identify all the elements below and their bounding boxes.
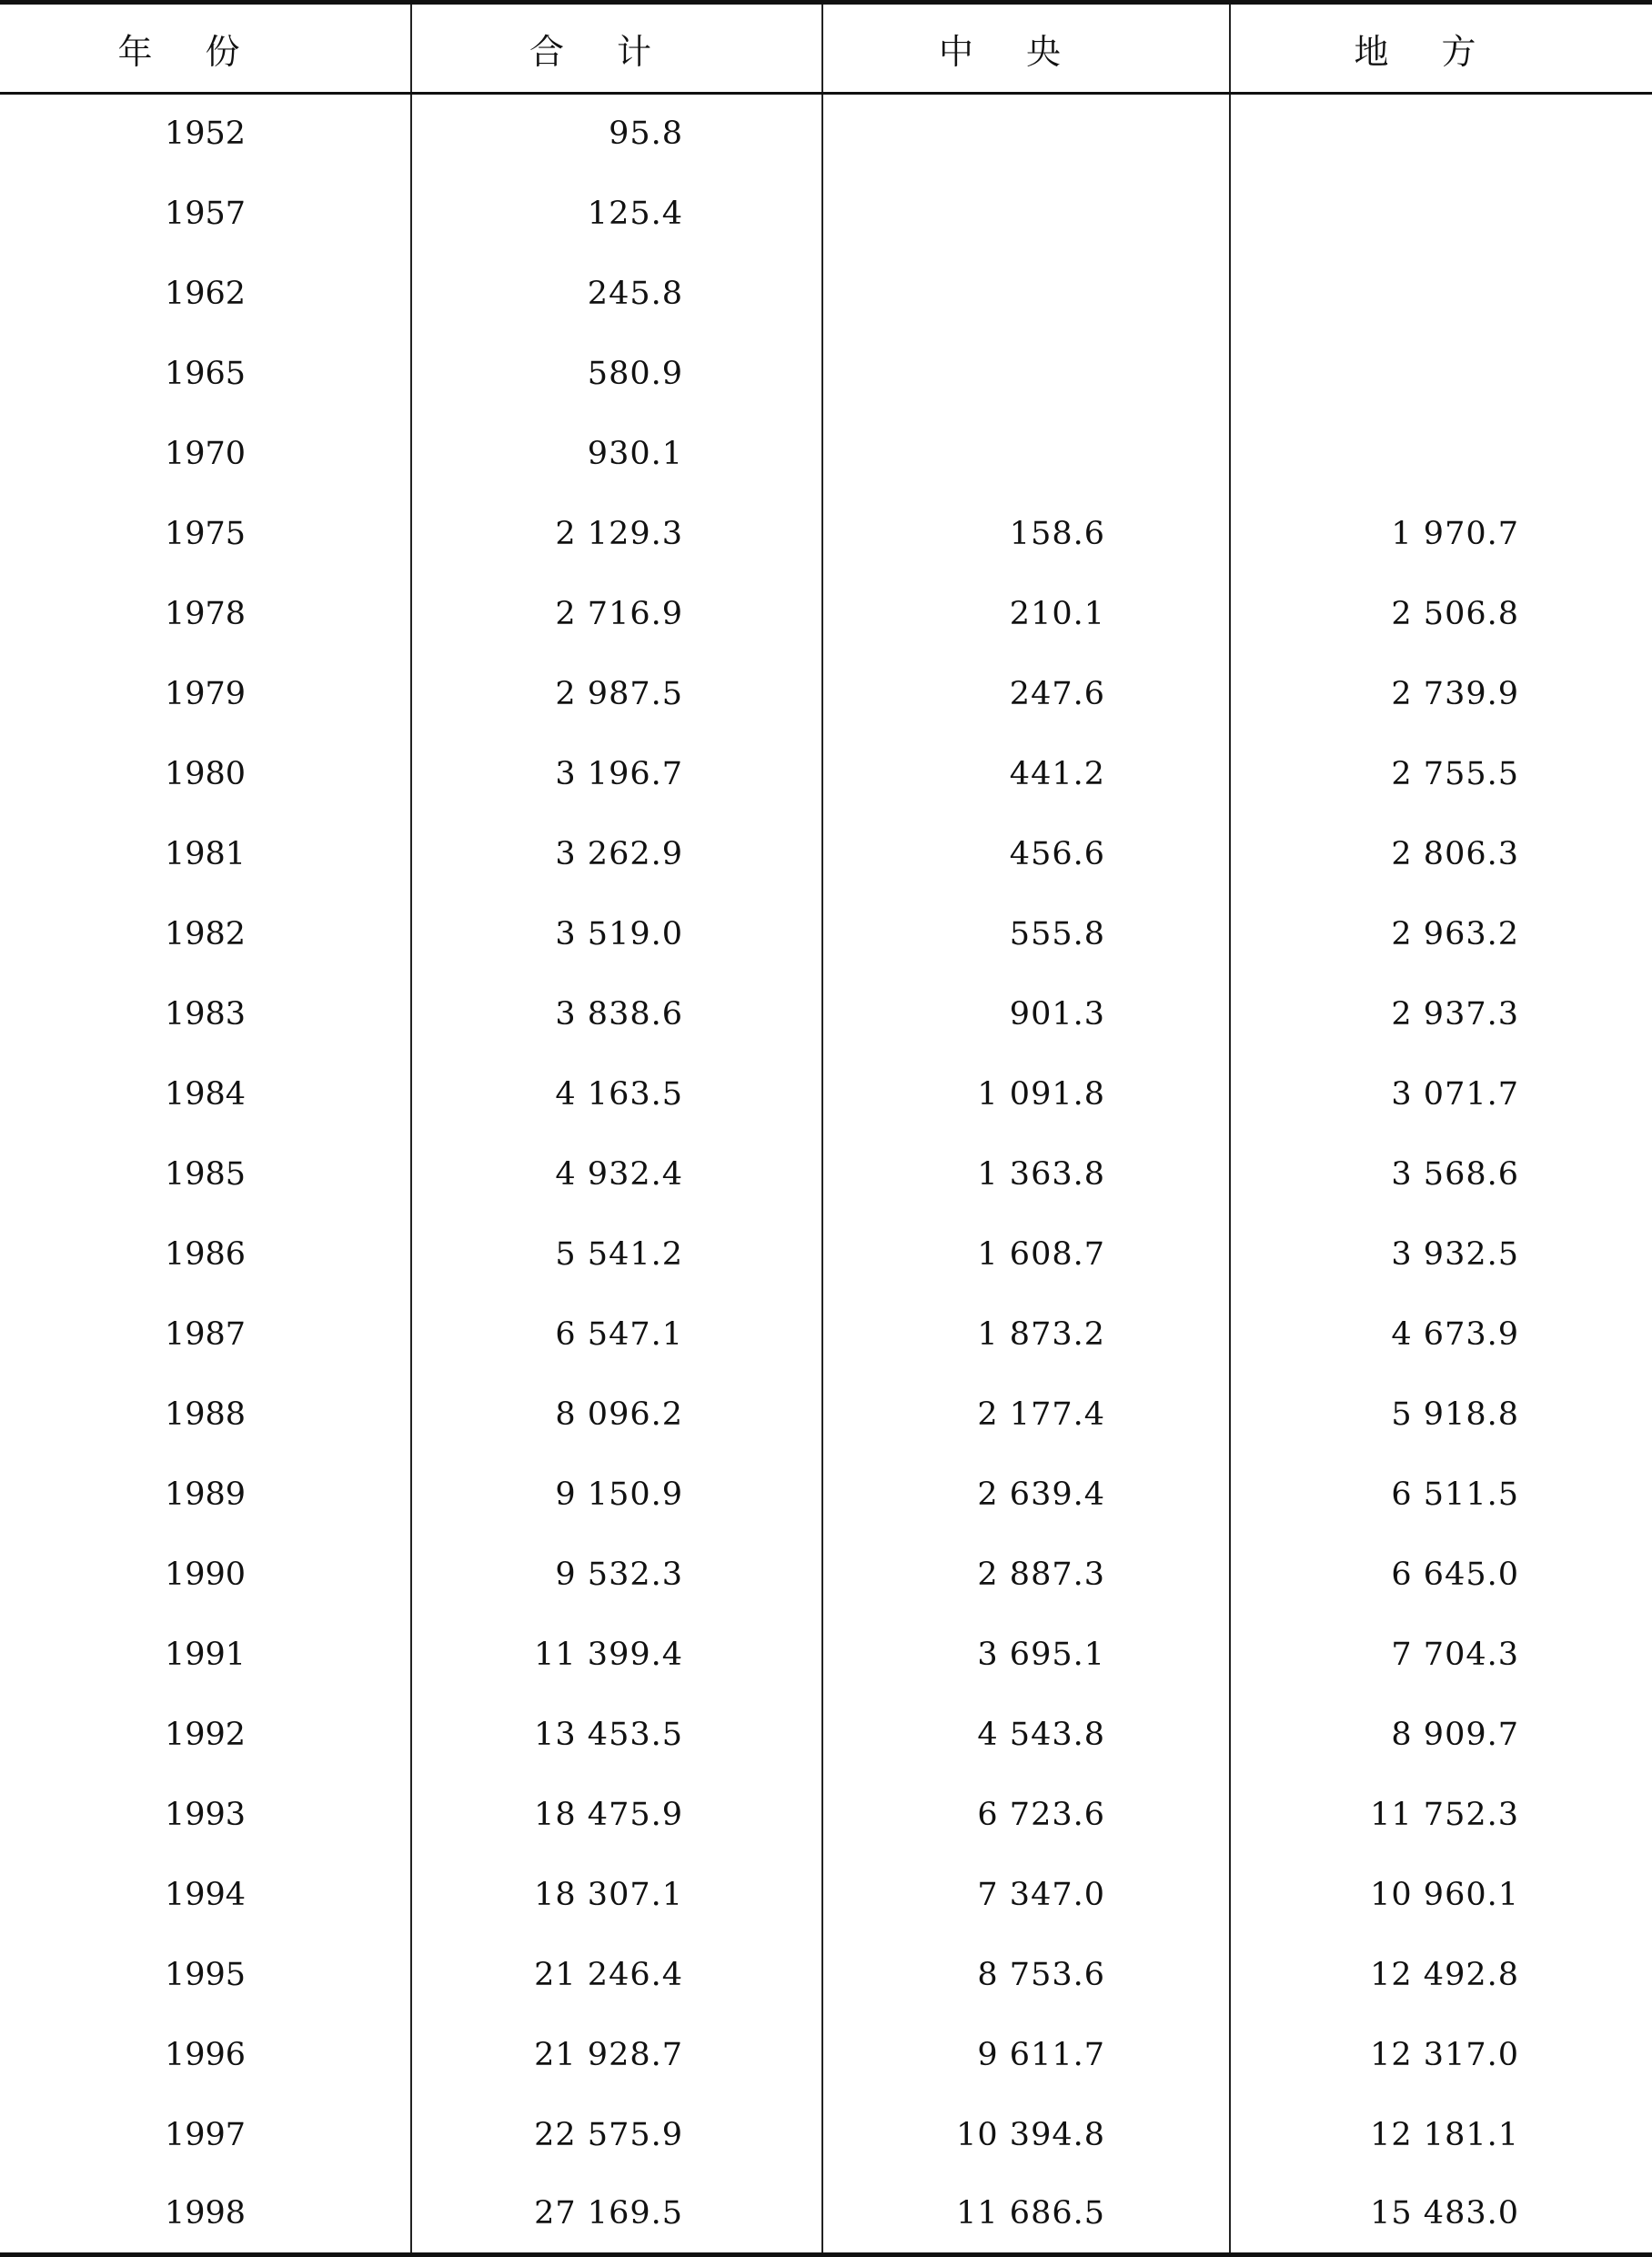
- cell-year: 1979: [164, 675, 247, 712]
- cell-central: 3 695.1: [822, 1615, 1230, 1695]
- cell-central: 441.2: [822, 734, 1230, 814]
- cell-total: 245.8: [411, 254, 822, 334]
- cell-total: 13 453.5: [411, 1695, 822, 1775]
- cell-local: 15 483.0: [1230, 2175, 1652, 2255]
- cell-year: 1992: [164, 1716, 247, 1753]
- table-row: [0, 1455, 1652, 1535]
- cell-central: 10 394.8: [822, 2095, 1230, 2175]
- cell-total: 6 547.1: [411, 1295, 822, 1375]
- cell-total: 18 475.9: [411, 1775, 822, 1855]
- cell-total: 3 519.0: [411, 894, 822, 974]
- cell-central: 158.6: [822, 494, 1230, 574]
- cell-total: 21 928.7: [411, 2015, 822, 2095]
- table-row: [0, 1935, 1652, 2015]
- cell-central: 8 753.6: [822, 1935, 1230, 2015]
- cell-local: 2 506.8: [1230, 574, 1652, 654]
- table-row: [0, 894, 1652, 974]
- cell-year: 1997: [164, 2116, 247, 2153]
- cell-year: 1996: [164, 2036, 247, 2073]
- table-row: [0, 734, 1652, 814]
- cell-local: [1230, 94, 1652, 174]
- table-row: [0, 974, 1652, 1054]
- cell-total: 8 096.2: [411, 1375, 822, 1455]
- cell-central: 1 608.7: [822, 1214, 1230, 1295]
- cell-local: 12 181.1: [1230, 2095, 1652, 2175]
- cell-year: 1993: [164, 1796, 247, 1833]
- cell-central: 7 347.0: [822, 1855, 1230, 1935]
- cell-central: 210.1: [822, 574, 1230, 654]
- cell-local: [1230, 334, 1652, 414]
- cell-local: 5 918.8: [1230, 1375, 1652, 1455]
- cell-local: [1230, 254, 1652, 334]
- header-row: [0, 3, 1652, 94]
- table-row: [0, 1375, 1652, 1455]
- cell-year: 1980: [164, 755, 247, 792]
- cell-central: 6 723.6: [822, 1775, 1230, 1855]
- cell-local: 4 673.9: [1230, 1295, 1652, 1375]
- cell-local: 6 645.0: [1230, 1535, 1652, 1615]
- cell-year: 1984: [164, 1075, 247, 1113]
- table-row: [0, 174, 1652, 254]
- cell-year: 1987: [164, 1315, 247, 1353]
- cell-year: 1982: [164, 915, 247, 952]
- cell-total: 18 307.1: [411, 1855, 822, 1935]
- cell-local: [1230, 174, 1652, 254]
- table-row: [0, 654, 1652, 734]
- cell-local: 3 071.7: [1230, 1054, 1652, 1134]
- cell-total: 9 532.3: [411, 1535, 822, 1615]
- cell-year: 1995: [164, 1956, 247, 1993]
- table-row: [0, 2095, 1652, 2175]
- table-row: [0, 1615, 1652, 1695]
- cell-local: 2 806.3: [1230, 814, 1652, 894]
- cell-central: [822, 334, 1230, 414]
- cell-central: [822, 174, 1230, 254]
- header-year: 年份: [0, 3, 411, 94]
- cell-central: 2 639.4: [822, 1455, 1230, 1535]
- cell-year: 1957: [164, 195, 247, 232]
- cell-local: 1 970.7: [1230, 494, 1652, 574]
- cell-year: 1994: [164, 1876, 247, 1913]
- cell-year: 1990: [164, 1556, 247, 1593]
- cell-central: 901.3: [822, 974, 1230, 1054]
- cell-local: 12 492.8: [1230, 1935, 1652, 2015]
- cell-total: 3 262.9: [411, 814, 822, 894]
- cell-local: [1230, 414, 1652, 494]
- cell-year: 1986: [164, 1235, 247, 1273]
- cell-central: 1 873.2: [822, 1295, 1230, 1375]
- cell-central: 1 091.8: [822, 1054, 1230, 1134]
- cell-local: 8 909.7: [1230, 1695, 1652, 1775]
- cell-central: [822, 254, 1230, 334]
- cell-local: 11 752.3: [1230, 1775, 1652, 1855]
- cell-central: 4 543.8: [822, 1695, 1230, 1775]
- cell-total: 22 575.9: [411, 2095, 822, 2175]
- cell-year: 1989: [164, 1476, 247, 1513]
- cell-year: 1985: [164, 1155, 247, 1193]
- header-local: 地方: [1230, 3, 1652, 94]
- table-row: [0, 1775, 1652, 1855]
- cell-year: 1981: [164, 835, 247, 872]
- header-total: 合计: [411, 3, 822, 94]
- table-header: [0, 3, 1652, 94]
- cell-total: 4 932.4: [411, 1134, 822, 1214]
- cell-total: 95.8: [411, 94, 822, 174]
- table-row: [0, 814, 1652, 894]
- cell-year: 1962: [164, 275, 247, 312]
- cell-local: 6 511.5: [1230, 1455, 1652, 1535]
- cell-total: 125.4: [411, 174, 822, 254]
- cell-local: 10 960.1: [1230, 1855, 1652, 1935]
- cell-local: 3 932.5: [1230, 1214, 1652, 1295]
- cell-year: 1975: [164, 515, 247, 552]
- cell-year: 1952: [164, 116, 247, 153]
- table-row: [0, 334, 1652, 414]
- cell-local: 3 568.6: [1230, 1134, 1652, 1214]
- table-row: [0, 254, 1652, 334]
- cell-central: 2 887.3: [822, 1535, 1230, 1615]
- table-row: [0, 494, 1652, 574]
- table-row: [0, 94, 1652, 174]
- table-row: [0, 2015, 1652, 2095]
- cell-year: 1991: [164, 1636, 247, 1673]
- cell-local: 2 739.9: [1230, 654, 1652, 734]
- cell-central: 9 611.7: [822, 2015, 1230, 2095]
- cell-central: 555.8: [822, 894, 1230, 974]
- cell-central: 11 686.5: [822, 2175, 1230, 2255]
- cell-year: 1988: [164, 1396, 247, 1433]
- cell-total: 4 163.5: [411, 1054, 822, 1134]
- cell-total: 3 196.7: [411, 734, 822, 814]
- cell-year: 1983: [164, 995, 247, 1033]
- cell-central: [822, 414, 1230, 494]
- table-row: [0, 1214, 1652, 1295]
- cell-central: 247.6: [822, 654, 1230, 734]
- cell-local: 2 963.2: [1230, 894, 1652, 974]
- cell-total: 930.1: [411, 414, 822, 494]
- cell-central: 2 177.4: [822, 1375, 1230, 1455]
- cell-total: 2 987.5: [411, 654, 822, 734]
- table-row: [0, 2175, 1652, 2255]
- cell-central: 1 363.8: [822, 1134, 1230, 1214]
- cell-total: 11 399.4: [411, 1615, 822, 1695]
- table-row: [0, 574, 1652, 654]
- cell-year: 1978: [164, 595, 247, 632]
- cell-total: 21 246.4: [411, 1935, 822, 2015]
- table-row: [0, 1855, 1652, 1935]
- cell-central: [822, 94, 1230, 174]
- header-central: 中央: [822, 3, 1230, 94]
- table-body: [0, 94, 1652, 2255]
- table-row: [0, 1535, 1652, 1615]
- cell-total: 3 838.6: [411, 974, 822, 1054]
- cell-central: 456.6: [822, 814, 1230, 894]
- cell-year: 1965: [164, 355, 247, 392]
- cell-total: 9 150.9: [411, 1455, 822, 1535]
- cell-local: 2 755.5: [1230, 734, 1652, 814]
- cell-total: 2 129.3: [411, 494, 822, 574]
- cell-total: 580.9: [411, 334, 822, 414]
- cell-local: 2 937.3: [1230, 974, 1652, 1054]
- table-row: [0, 1695, 1652, 1775]
- cell-local: 7 704.3: [1230, 1615, 1652, 1695]
- cell-total: 5 541.2: [411, 1214, 822, 1295]
- cell-total: 27 169.5: [411, 2175, 822, 2255]
- cell-total: 2 716.9: [411, 574, 822, 654]
- cell-year: 1970: [164, 435, 247, 472]
- table-row: [0, 414, 1652, 494]
- cell-year: 1998: [0, 2175, 411, 2255]
- cell-local: 12 317.0: [1230, 2015, 1652, 2095]
- table-row: [0, 1054, 1652, 1134]
- table-row: [0, 1134, 1652, 1214]
- table-row: [0, 1295, 1652, 1375]
